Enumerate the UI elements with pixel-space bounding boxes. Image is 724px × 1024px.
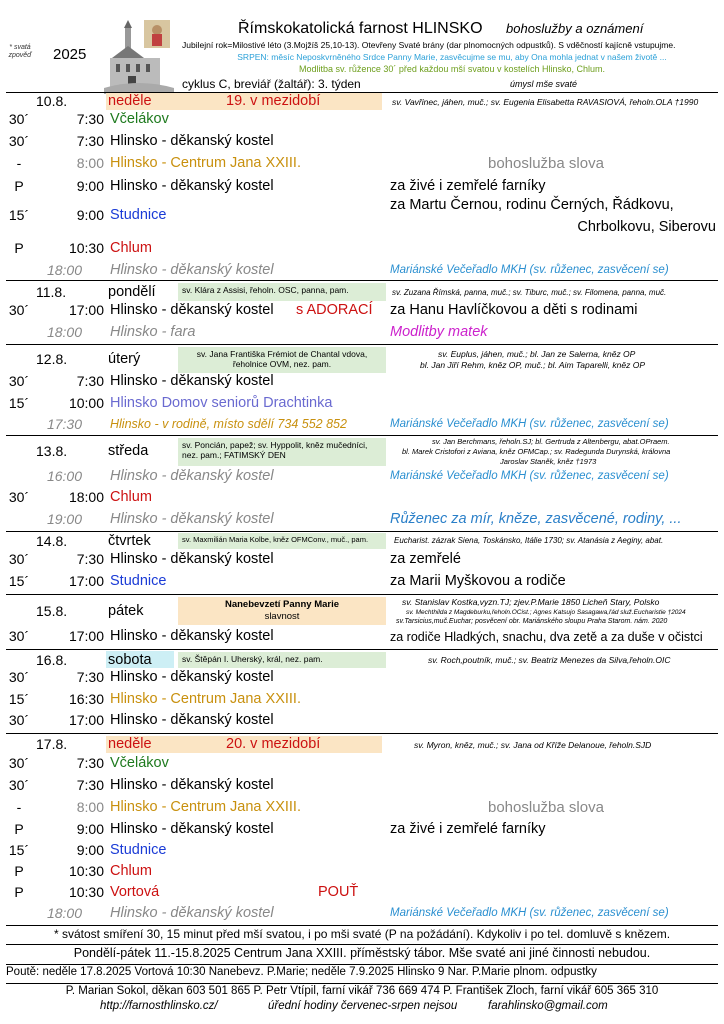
saint-memorial-box: sv. Maxmilián Maria Kolbe, kněz OFMConv., muč., pam.: [178, 533, 386, 549]
mass-time: 18:00: [68, 489, 104, 505]
saint-memorial-box: sv. Štěpán I. Uherský, král, nez. pam.: [178, 652, 386, 668]
confession-mark: -: [16, 799, 22, 815]
day-header: [0, 282, 724, 302]
mass-row: [0, 863, 724, 883]
divider: [6, 594, 718, 595]
mass-row: [0, 302, 724, 322]
mass-time: 17:30: [46, 416, 82, 432]
mass-location: Včelákov: [110, 111, 169, 127]
day-date: 13.8.: [36, 443, 68, 459]
mass-intent: Růženec za mír, kněze, zasvěcené, rodiny, ...: [390, 511, 682, 527]
day-date: 16.8.: [36, 652, 68, 668]
divider: [6, 280, 718, 281]
confession-footnote: * svátost smíření 30, 15 minut před mší svatou, i po mši svaté (P na požádání). Kdykoliv i po tel. domluvě s knězem.: [53, 927, 671, 941]
confession-mark: 30´: [8, 551, 30, 567]
confession-mark: 30´: [8, 777, 30, 793]
saints-of-day: bl. Marek Cristofori z Aviana, kněz OFMCap.; sv. Radegunda Durynská, královna: [402, 447, 671, 456]
intent-column-label: úmysl mše svaté: [510, 79, 578, 89]
mass-time: 18:00: [46, 262, 82, 278]
day-date: 12.8.: [36, 351, 68, 367]
parish-title: Římskokatolická farnost HLINSKO: [238, 20, 483, 37]
day-date: 15.8.: [36, 603, 68, 619]
mass-location: Hlinsko - děkanský kostel: [110, 178, 274, 194]
divider: [6, 733, 718, 734]
day-header: [0, 437, 724, 467]
mass-location: Hlinsko - Centrum Jana XXIII.: [110, 799, 301, 815]
confession-mark: 30´: [8, 755, 30, 771]
mass-time: 10:30: [68, 240, 104, 256]
divider: [6, 649, 718, 650]
saints-of-day: sv. Euplus, jáhen, muč.; bl. Jan ze Salerna, kněz OP: [438, 349, 636, 359]
day-header: [0, 532, 724, 550]
mass-row: [0, 468, 724, 486]
mass-time: 16:30: [68, 691, 104, 707]
confession-mark: -: [16, 155, 22, 171]
mass-row: [0, 416, 724, 434]
mass-time: 16:00: [46, 468, 82, 484]
mass-intent-continued: Chrbolkovu, Siberovu: [577, 219, 716, 235]
divider: [6, 435, 718, 436]
confession-mark: 30´: [8, 628, 30, 644]
office-hours: úřední hodiny červenec-srpen nejsou: [268, 1000, 458, 1012]
mass-row: [0, 551, 724, 571]
mass-row: [0, 178, 724, 198]
saints-of-day: sv. Zuzana Římská, panna, muč.; sv. Tiburc, muč.; sv. Filomena, panna, muč.: [392, 288, 667, 297]
adoration-label: s ADORACÍ: [296, 302, 373, 318]
mass-row: [0, 489, 724, 509]
saint-memorial-box: sv. Klára z Assisi, řeholn. OSC, panna, pam.: [178, 283, 386, 301]
rosary-note: Modlitba sv. růžence 30´ před každou mší svatou v kostelích Hlinsko, Chlum.: [299, 64, 605, 74]
pilgrimage-label: POUŤ: [318, 884, 359, 900]
mass-time: 17:00: [68, 712, 104, 728]
pilgrimages-announcement: Poutě: neděle 17.8.2025 Vortová 10:30 Nanebevz. P.Marie; neděle 7.9.2025 Hlinsko 9 Nar. P.Marie plnom. odpustky: [6, 966, 597, 978]
mass-location: Hlinsko - fara: [110, 324, 196, 340]
confession-mark: P: [14, 863, 24, 879]
mass-location: Hlinsko - děkanský kostel: [110, 262, 274, 278]
mass-time: 18:00: [46, 324, 82, 340]
mass-intent: Mariánské Večeřadlo MKH (sv. růženec, zasvěcení se): [390, 418, 669, 430]
mass-row: [0, 691, 724, 711]
confession-mark: 30´: [8, 373, 30, 389]
confession-mark: 15´: [8, 842, 30, 858]
mass-location: Hlinsko - děkanský kostel: [110, 628, 274, 644]
mass-time: 9:00: [76, 842, 104, 858]
mass-row: [0, 111, 724, 131]
mass-time: 9:00: [76, 178, 104, 194]
saints-of-day: bl. Jan Jiří Rehm, kněz OP, muč.; bl. Aim Taparelli, kněz OP: [420, 360, 646, 370]
mass-time: 7:30: [76, 551, 104, 567]
mass-time: 17:00: [68, 628, 104, 644]
mass-intent: Mariánské Večeřadlo MKH (sv. růženec, zasvěcení se): [390, 264, 669, 276]
mass-row: [0, 262, 724, 280]
day-name: neděle: [108, 93, 152, 109]
month-note: SRPEN: měsíc Neposkvrněného Srdce Panny Marie, zasvěcujme se mu, aby Ona mohla jednat v našem životě ...: [237, 52, 667, 62]
mass-location: Hlinsko - děkanský kostel: [110, 669, 274, 685]
saints-of-day: sv. Roch,poutník, muč.; sv. Beatriz Menezes da Silva,řeholn.OIC: [428, 655, 671, 665]
confession-note: * svatá zpověď: [8, 44, 32, 59]
confession-mark: 30´: [8, 111, 30, 127]
divider: [6, 944, 718, 945]
mass-time: 9:00: [76, 821, 104, 837]
mass-row: [0, 395, 724, 415]
mass-location: Studnice: [110, 842, 167, 858]
mass-row: [0, 373, 724, 393]
mass-location: Hlinsko - v rodině, místo sdělí 734 552 852: [110, 417, 347, 431]
mass-time: 7:30: [76, 133, 104, 149]
mass-row: [0, 884, 724, 904]
mass-intent: Mariánské Večeřadlo MKH (sv. růženec, zasvěcení se): [390, 907, 669, 919]
mass-location: Hlinsko - děkanský kostel: [110, 468, 274, 484]
mass-time: 10:30: [68, 863, 104, 879]
liturgy-name: 19. v mezidobí: [226, 93, 321, 109]
mass-location: Hlinsko - Centrum Jana XXIII.: [110, 155, 301, 171]
mass-time: 9:00: [76, 207, 104, 223]
confession-mark: 30´: [8, 712, 30, 728]
mass-row: [0, 821, 724, 841]
mass-time: 10:30: [68, 884, 104, 900]
confession-mark: 30´: [8, 669, 30, 685]
mass-row: [0, 669, 724, 689]
mass-time: 18:00: [46, 905, 82, 921]
mass-row: [0, 842, 724, 862]
mass-location: Chlum: [110, 863, 152, 879]
saints-of-day: sv. Stanislav Kostka,vyzn.TJ; zjev.P.Marie 1850 Licheň Stary, Polsko: [402, 597, 660, 607]
day-name: úterý: [108, 351, 141, 367]
mass-intent: za Martu Černou, rodinu Černých, Řádkovu,: [390, 197, 674, 213]
mass-intent: za živé i zemřelé farníky: [390, 821, 546, 837]
confession-mark: 30´: [8, 133, 30, 149]
bulletin-subtitle: bohoslužby a oznámení: [506, 21, 644, 36]
church-logo-icon: [104, 18, 174, 94]
day-name: neděle: [108, 736, 152, 752]
confession-mark: P: [14, 240, 24, 256]
solemnity-rank: slavnost: [264, 611, 300, 622]
mass-time: 17:00: [68, 302, 104, 318]
liturgical-cycle: cyklus C, breviář (žaltář): 3. týden: [182, 77, 361, 91]
mass-row: [0, 155, 724, 175]
confession-mark: 15´: [8, 573, 30, 589]
mass-row: [0, 712, 724, 732]
parish-website-link[interactable]: http://farnosthlinsko.cz/: [100, 1000, 218, 1012]
mass-location: Hlinsko - děkanský kostel: [110, 777, 274, 793]
day-date: 17.8.: [36, 736, 68, 752]
day-date: 14.8.: [36, 533, 68, 549]
divider: [6, 925, 718, 926]
day-date: 11.8.: [36, 284, 67, 300]
mass-row: [0, 777, 724, 797]
day-header: [0, 736, 724, 754]
mass-row: [0, 628, 724, 648]
mass-location: Hlinsko Domov seniorů Drachtinka: [110, 395, 333, 411]
saints-of-day: sv. Myron, kněz, muč.; sv. Jana od Kříže Delanoue, řeholn.SJD: [414, 740, 652, 750]
jubilee-note: Jubilejní rok=Milostivé léto (3.Mojžíš 25,10-13). Otevřeny Svaté brány (dar plnomocných odpustků). S vděčností kajícně vstupujme.: [182, 40, 676, 50]
solemnity-name: Nanebevzetí Panny Marie: [224, 599, 340, 610]
mass-location: Hlinsko - děkanský kostel: [110, 905, 274, 921]
confession-mark: P: [14, 821, 24, 837]
mass-row: [0, 755, 724, 775]
mass-row: [0, 324, 724, 344]
mass-location: Hlinsko - děkanský kostel: [110, 133, 274, 149]
confession-mark: 15´: [8, 207, 30, 223]
mass-row: [0, 197, 724, 239]
saint-memorial-box: sv. Poncián, papež; sv. Hyppolit, kněz mučedníci, nez. pam.; FATIMSKÝ DEN: [178, 438, 386, 466]
mass-row: [0, 799, 724, 819]
saints-of-day: sv. Mechthilda z Magdeburku,řeholn.OCist.; Agnes Katsujo Sasagawa,řád služ.Eucharistie †2024: [406, 609, 686, 616]
mass-intent: bohoslužba slova: [488, 155, 604, 172]
day-name: pátek: [108, 603, 144, 619]
mass-row: [0, 905, 724, 923]
mass-location: Hlinsko - děkanský kostel: [110, 511, 274, 527]
confession-mark: 30´: [8, 489, 30, 505]
mass-time: 7:30: [76, 669, 104, 685]
day-header: [0, 346, 724, 374]
mass-time: 10:00: [68, 395, 104, 411]
mass-location: Hlinsko - děkanský kostel: [110, 302, 274, 318]
camp-announcement: Pondělí-pátek 11.-15.8.2025 Centrum Jana XXIII. příměstský tábor. Mše svaté ani jiné činnosti nebudou.: [73, 946, 651, 960]
confession-mark: 30´: [8, 302, 30, 318]
saints-of-day: sv.Tarsicius,muč.Euchar; posvěcení obr. Mariánského sloupu Praha Starom. nám. 2020: [396, 618, 668, 625]
day-header: [0, 651, 724, 669]
mass-time: 7:30: [76, 373, 104, 389]
mass-row: [0, 133, 724, 153]
day-name: čtvrtek: [108, 533, 151, 549]
mass-location: Hlinsko - děkanský kostel: [110, 551, 274, 567]
day-header: [0, 596, 724, 626]
mass-intent: za zemřelé: [390, 551, 461, 567]
year: 2025: [53, 46, 87, 63]
mass-location: Chlum: [110, 240, 152, 256]
liturgy-name: 20. v mezidobí: [226, 736, 321, 752]
mass-time: 7:30: [76, 755, 104, 771]
day-date: 10.8.: [36, 93, 68, 109]
mass-intent: za živé i zemřelé farníky: [390, 178, 546, 194]
confession-mark: P: [14, 178, 24, 194]
saints-of-day: sv. Jan Berchmans, řeholn.SJ; bl. Gertruda z Altenbergu, abat.OPraem.: [432, 437, 670, 446]
mass-location: Hlinsko - Centrum Jana XXIII.: [110, 691, 301, 707]
mass-time: 17:00: [68, 573, 104, 589]
mass-location: Hlinsko - děkanský kostel: [110, 821, 274, 837]
saint-memorial-box: sv. Jana Františka Frémiot de Chantal vdova, řeholnice OVM, nez. pam.: [178, 347, 386, 373]
mass-intent: za Hanu Havlíčkovou a děti s rodinami: [390, 302, 638, 318]
divider: [6, 964, 718, 965]
day-header: [0, 93, 724, 111]
mass-location: Studnice: [110, 207, 167, 223]
saints-of-day: Eucharist. zázrak Siena, Toskánsko, Itálie 1730; sv. Atanásia z Aeginy, abat.: [394, 536, 664, 545]
mass-location: Chlum: [110, 489, 152, 505]
confession-mark: 15´: [8, 395, 30, 411]
mass-location: Včelákov: [110, 755, 169, 771]
day-name: sobota: [108, 652, 152, 668]
mass-intent: Modlitby matek: [390, 324, 488, 340]
mass-time: 19:00: [46, 511, 82, 527]
day-name: středa: [108, 443, 149, 459]
mass-intent: za Marii Myškovou a rodiče: [390, 573, 566, 589]
mass-location: Studnice: [110, 573, 167, 589]
divider: [6, 983, 718, 984]
confession-mark: P: [14, 884, 24, 900]
mass-time: 7:30: [76, 777, 104, 793]
clergy-contacts: P. Marian Sokol, děkan 603 501 865 P. Petr Vtípil, farní vikář 736 669 474 P. František Zloch, farní vikář 605 365 310: [65, 985, 659, 997]
parish-email-link[interactable]: farahlinsko@gmail.com: [488, 1000, 608, 1012]
saints-of-day: sv. Vavřinec, jáhen, muč.; sv. Eugenia Elisabetta RAVASIOVÁ, řeholn.OLA †1990: [392, 97, 699, 107]
confession-mark: 15´: [8, 691, 30, 707]
day-name: pondělí: [108, 284, 156, 300]
mass-location: Hlinsko - děkanský kostel: [110, 712, 274, 728]
mass-location: Hlinsko - děkanský kostel: [110, 373, 274, 389]
saints-of-day: Jaroslav Staněk, kněz †1973: [500, 457, 597, 466]
mass-location: Vortová: [110, 884, 160, 900]
mass-intent: Mariánské Večeřadlo MKH (sv. růženec, zasvěcení se): [390, 470, 669, 482]
mass-intent: bohoslužba slova: [488, 799, 604, 816]
mass-row: [0, 240, 724, 260]
mass-row: [0, 573, 724, 593]
divider: [6, 344, 718, 345]
mass-time: 8:00: [76, 155, 104, 171]
mass-time: 8:00: [76, 799, 104, 815]
mass-row: [0, 511, 724, 531]
mass-time: 7:30: [76, 111, 104, 127]
mass-intent: za rodiče Hladkých, snachu, dva zetě a za duše v očistci: [390, 630, 703, 644]
